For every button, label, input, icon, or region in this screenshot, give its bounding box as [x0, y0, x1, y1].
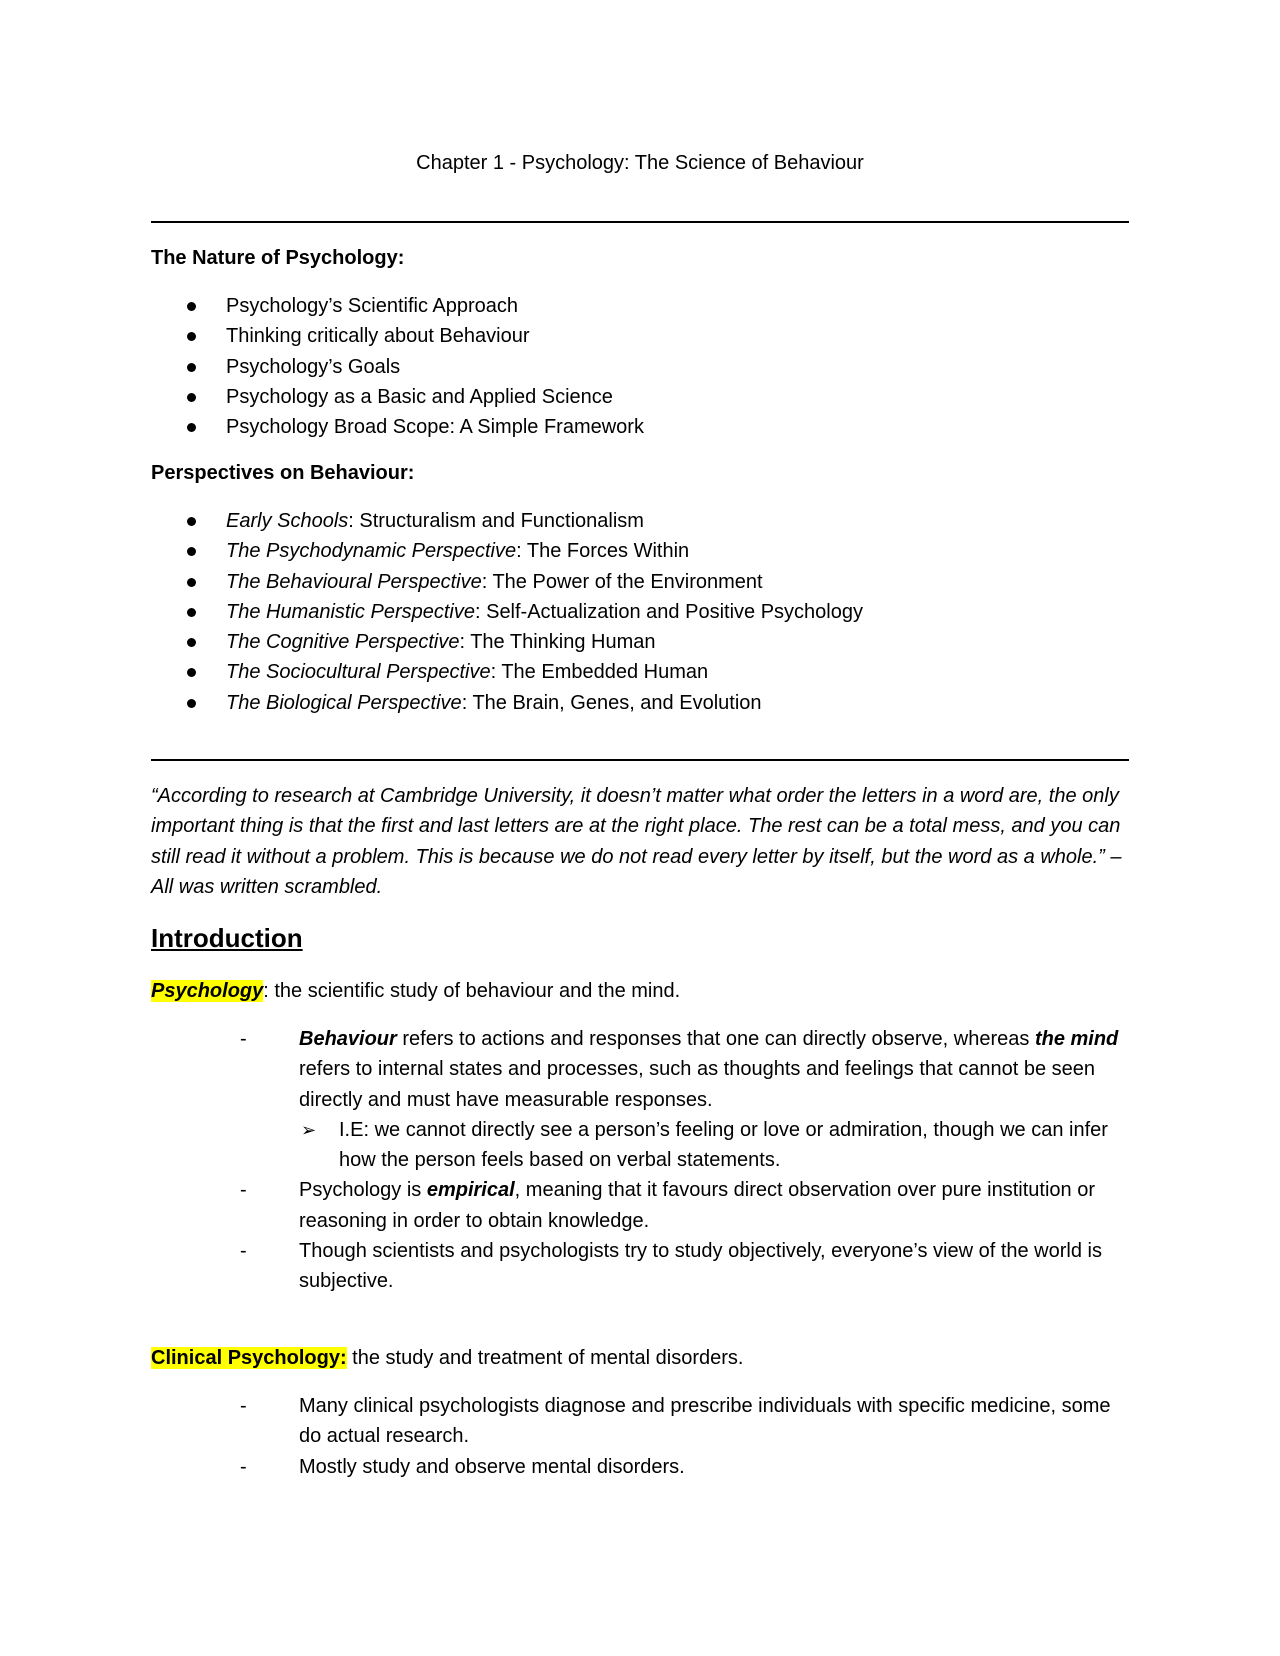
list-item: The Sociocultural Perspective: The Embedded Human	[151, 657, 863, 687]
dash-icon: -	[240, 1179, 247, 1202]
clinical-psychology-definition	[151, 1347, 743, 1370]
bullet-icon	[187, 578, 196, 587]
nature-topics-list	[151, 291, 644, 442]
list-item: ➢ I.E: we cannot directly see a person’s feeling or love or admiration, though we can infer how the person feels based on verbal statements.	[151, 1115, 1131, 1176]
list-item: The Biological Perspective: The Brain, Genes, and Evolution	[151, 688, 863, 718]
bullet-icon	[187, 363, 196, 372]
bullet-icon	[187, 302, 196, 311]
dash-icon: -	[240, 1240, 247, 1263]
bullet-icon	[187, 699, 196, 708]
list-item: - Mostly study and observe mental disorders.	[151, 1452, 1131, 1482]
bullet-icon	[187, 517, 196, 526]
dash-icon: -	[240, 1028, 247, 1050]
nature-section-heading: The Nature of Psychology:	[151, 247, 405, 269]
list-item: Psychology as a Basic and Applied Science	[151, 382, 644, 412]
list-item: - Behaviour refers to actions and responses that one can directly observe, whereas the mind refers to internal states and processes, such as thoughts and feelings that cannot be seen directly and must have measurable responses.	[151, 1024, 1131, 1115]
list-item: - Though scientists and psychologists try to study objectively, everyone’s view of the world is subjective.	[151, 1236, 1131, 1297]
list-item: The Behavioural Perspective: The Power of the Environment	[151, 567, 863, 597]
list-item: Psychology Broad Scope: A Simple Framework	[151, 412, 644, 442]
bullet-icon	[187, 608, 196, 617]
perspectives-section-heading: Perspectives on Behaviour:	[151, 462, 415, 484]
psychology-definition-text: : the scientific study of behaviour and the mind.	[263, 980, 681, 1002]
list-item: Early Schools: Structuralism and Functionalism	[151, 506, 863, 536]
clinical-points	[151, 1391, 1131, 1482]
horizontal-rule	[151, 221, 1129, 223]
bullet-icon	[187, 423, 196, 432]
clinical-psychology-definition-text: the study and treatment of mental disorders.	[346, 1347, 744, 1369]
psychology-points	[151, 1024, 1131, 1297]
introduction-heading: Introduction	[151, 923, 303, 953]
list-item: Psychology’s Scientific Approach	[151, 291, 644, 321]
quote-paragraph: “According to research at Cambridge University, it doesn’t matter what order the letters in a word are, the only important thing is that the first and last letters are at the right place. The rest can be a total mess, and you can still read it without a problem. This is because we do not read every letter by itself, but the word as a whole.” – All was written scrambled.	[151, 785, 1122, 898]
list-item: Psychology’s Goals	[151, 352, 644, 382]
bullet-icon	[187, 668, 196, 677]
perspectives-list	[151, 506, 863, 718]
list-item: Thinking critically about Behaviour	[151, 321, 644, 351]
list-item: The Psychodynamic Perspective: The Forces Within	[151, 536, 863, 566]
dash-icon: -	[240, 1395, 247, 1417]
bullet-icon	[187, 638, 196, 647]
psychology-definition	[151, 980, 680, 1003]
dash-icon: -	[240, 1455, 247, 1478]
horizontal-rule	[151, 759, 1129, 761]
bullet-icon	[187, 332, 196, 341]
clinical-psychology-term: Clinical Psychology:	[151, 1347, 347, 1369]
list-item: The Humanistic Perspective: Self-Actualization and Positive Psychology	[151, 597, 863, 627]
psychology-term: Psychology	[151, 980, 264, 1002]
bullet-icon	[187, 393, 196, 402]
list-item: - Many clinical psychologists diagnose and prescribe individuals with specific medicine, some do actual research.	[151, 1391, 1131, 1452]
bullet-icon	[187, 547, 196, 556]
page-title: Chapter 1 - Psychology: The Science of Behaviour	[416, 152, 864, 174]
list-item: The Cognitive Perspective: The Thinking Human	[151, 627, 863, 657]
list-item: - Psychology is empirical, meaning that it favours direct observation over pure institution or reasoning in order to obtain knowledge.	[151, 1175, 1131, 1236]
arrow-bullet-icon: ➢	[301, 1119, 317, 1140]
